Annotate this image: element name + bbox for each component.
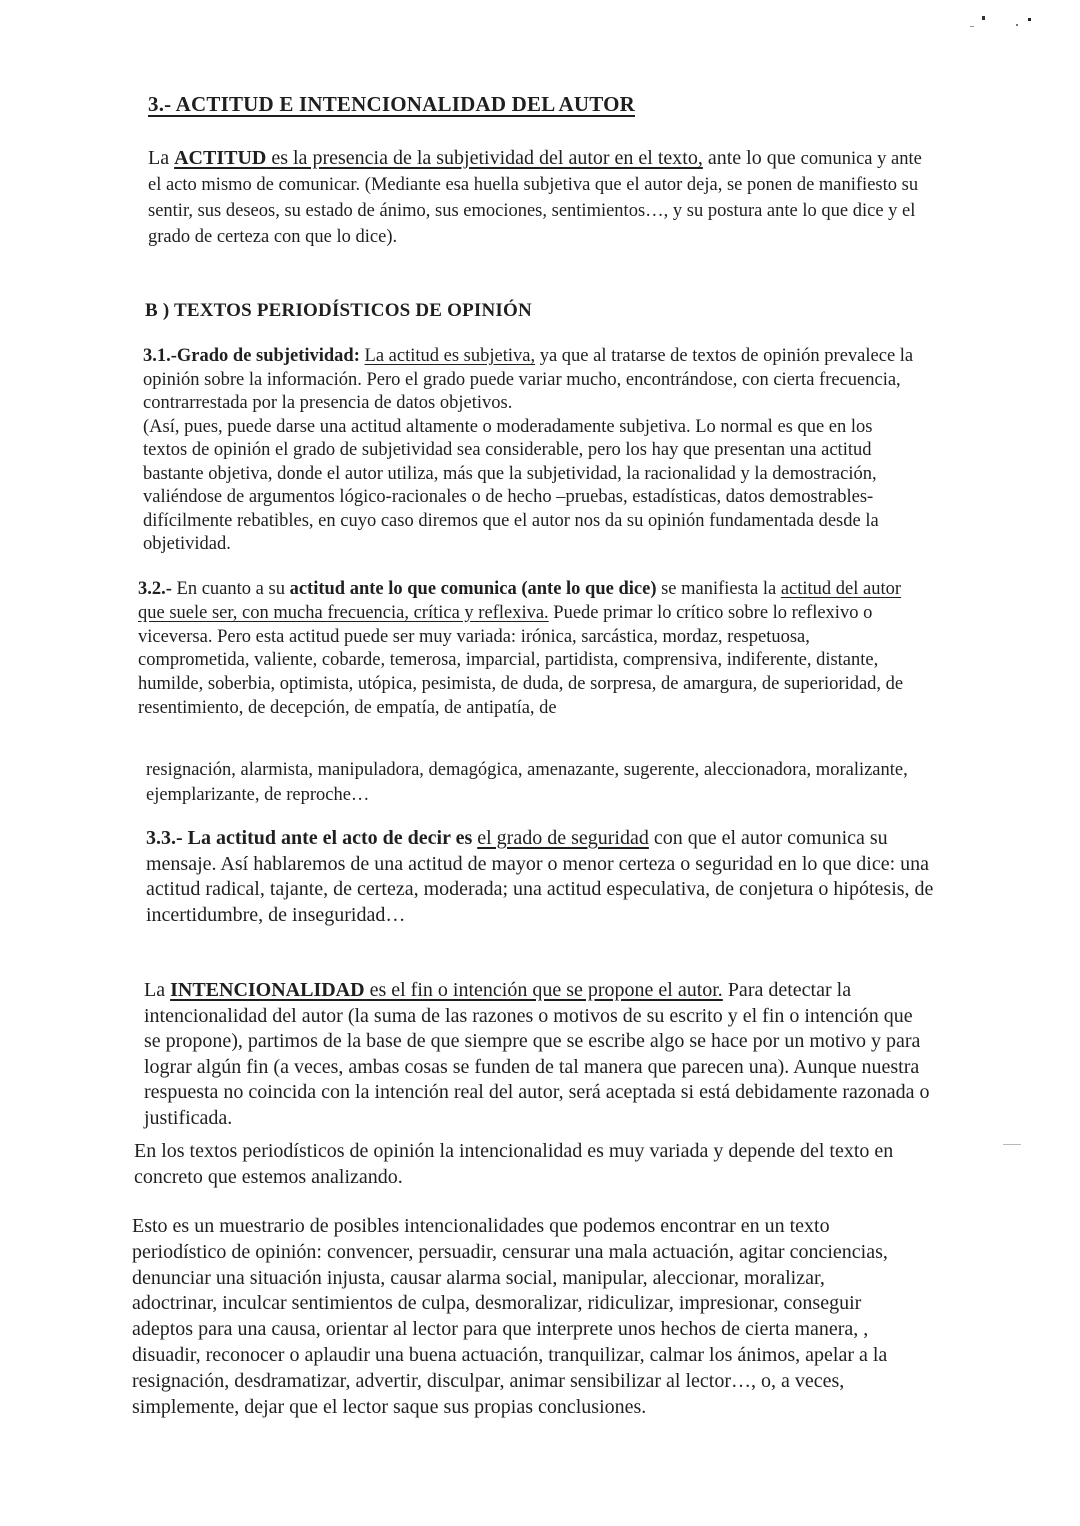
p31-underlined: La actitud es subjetiva, <box>364 346 536 366</box>
p33-text: con que el autor comunica su mensaje. Así hablaremos de una actitud de mayor o menor certeza o seguridad en lo que dice: una actitud radical, tajante, de certeza, moderada; una actitud especulativa, de conjetura o hipótesis, de incertidumbre, de inseguridad… <box>146 827 934 926</box>
actitud-line1-rest: ante lo que <box>702 147 796 169</box>
paragraph-3-2-continuation: resignación, alarmista, manipuladora, demagógica, amenazante, sugerente, aleccionadora, moralizante, ejemplarizante, de reproche… <box>146 760 908 805</box>
p31-text2: (Así, pues, puede darse una actitud altamente o moderadamente subjetiva. Lo normal es que en los textos de opinión el grado de subjetividad sea considerable, pero los hay que presentan una actitud bastante objetiva, donde el autor utiliza, más que la subjetividad, la racionalidad y la demostración, valiéndose de argumentos lógico-racionales o de hecho –pruebas, estadísticas, datos demostrables- difícilmente rebatibles, en cuyo caso diremos que el autor nos da su opinión fundamentada desde la objetividad. <box>143 416 879 554</box>
p32-underlined: actitud del autor que suele ser, con mucha frecuencia, crítica y reflexiva. <box>138 579 902 623</box>
actitud-intro: La <box>148 147 175 169</box>
actitud-term: ACTITUD <box>174 147 267 169</box>
p31-text1: ya que al tratarse de textos de opinión prevalece la opinión sobre la información. Pero el grado puede variar mucho, encontrándose, con cierta frecuencia, contrarrestada por la presencia de datos objetivos. <box>143 346 914 413</box>
actitud-def-underlined: es la presencia de la subjetividad del autor en el texto, <box>266 147 703 169</box>
paragraph-3-2 <box>138 578 913 721</box>
p33-underlined: el grado de seguridad <box>477 827 649 849</box>
paragraph-opinion: En los textos periodísticos de opinión la intencionalidad es muy variada y depende del texto en concreto que estemos analizando. <box>134 1140 894 1188</box>
p33-label: 3.3.- La actitud ante el acto de decir es <box>146 827 473 849</box>
scan-specks-decoration <box>960 10 1050 40</box>
p32-text-d: Puede primar lo crítico sobre lo reflexivo o viceversa. Pero esta actitud puede ser muy variada: irónica, sarcástica, mordaz, respetuosa, comprometida, valiente, cobarde, temerosa, imparcial, partidista, comprensiva, indiferente, distante, humilde, soberbia, optimista, utópica, pesimista, de duda, de sorpresa, de amargura, de superioridad, de resentimiento, de decepción, de empatía, de antipatía, de <box>138 602 904 718</box>
intencionalidad-rest: Para detectar la intencionalidad del autor (la suma de las razones o motivos de su escrito y el fin o intención que se propone), partimos de la base de que siempre que se escribe algo se hace por un motivo y para lograr algún fin (a veces, ambas cosas se funden de tal manera que parecen una). Aunque nuestra respuesta no coincida con la intención real del autor, será aceptada si está debidamente razonada o justificada. <box>144 979 930 1129</box>
scan-mark <box>1003 1144 1021 1145</box>
paragraph-3-1 <box>143 345 915 557</box>
actitud-definition <box>148 146 923 250</box>
section-3-title: 3.- ACTITUD E INTENCIONALIDAD DEL AUTOR <box>148 92 636 116</box>
intencionalidad-definition <box>144 978 934 1131</box>
p31-label: 3.1.-Grado de subjetividad: <box>143 346 360 366</box>
p32-text-c: se manifiesta la <box>656 579 781 599</box>
intencionalidad-intro: La <box>144 979 171 1001</box>
paragraph-muestrario: Esto es un muestrario de posibles intencionalidades que podemos encontrar en un texto periodístico de opinión: convencer, persuadir, censurar una mala actuación, agitar conciencias, denunciar una situación injusta, causar alarma social, manipular, aleccionar, moralizar, adoctrinar, inculcar sentimientos de culpa, desmoralizar, ridiculizar, impresionar, conseguir adeptos para una causa, orientar al lector para que interprete unos hechos de cierta manera, , disuadir, reconocer o aplaudir una buena actuación, tranquilizar, calmar los ánimos, apelar a la resignación, desdramatizar, advertir, disculpar, animar sensibilizar al lector…, o, a veces, simplemente, dejar que el lector saque sus propias conclusiones. <box>132 1215 888 1418</box>
section-b-title: B ) TEXTOS PERIODÍSTICOS DE OPINIÓN <box>145 300 532 321</box>
intencionalidad-def-underlined: es el fin o intención que se propone el autor. <box>364 979 723 1001</box>
actitud-rest: comunica y ante el acto mismo de comunicar. (Mediante esa huella subjetiva que el autor deja, se ponen de manifiesto su sentir, sus deseos, su estado de ánimo, sus emociones, sentimientos…, y su postura ante lo que dice y el grado de certeza con que lo dice). <box>148 149 922 247</box>
p32-text-b: (ante lo que dice) <box>516 579 657 599</box>
paragraph-3-3 <box>146 826 936 928</box>
p32-bold: actitud ante lo que comunica <box>289 579 517 599</box>
p32-label: 3.2.- <box>138 579 172 599</box>
intencionalidad-term: INTENCIONALIDAD <box>170 979 365 1001</box>
p32-text-a: En cuanto a su <box>171 579 290 599</box>
